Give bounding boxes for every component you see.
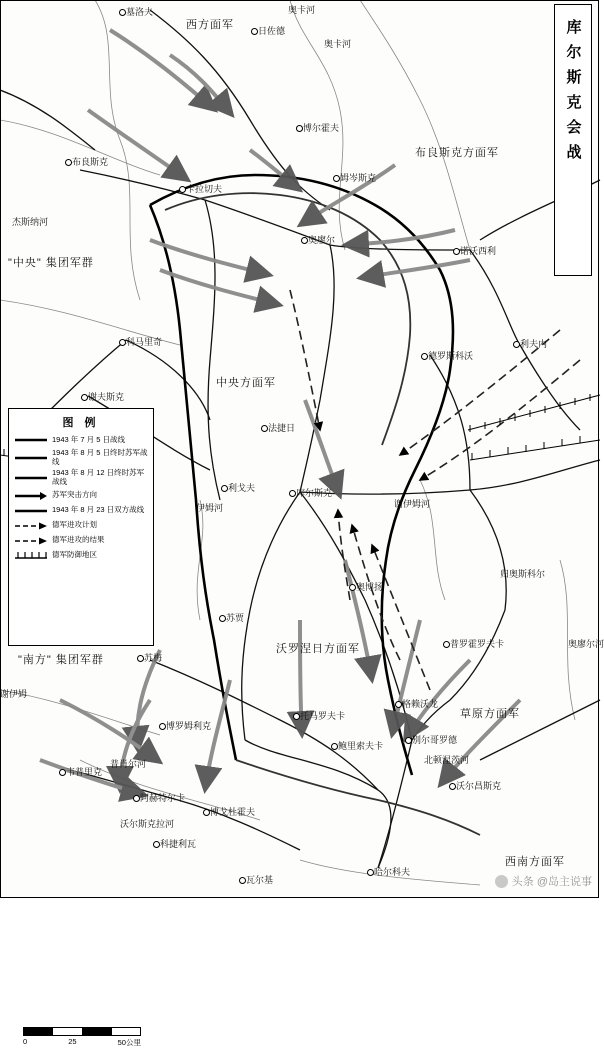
legend-symbol-solid-line xyxy=(14,505,48,517)
scale-tick: 0 xyxy=(23,1037,28,1046)
city-marker-dot xyxy=(59,769,66,776)
city-label: 韦普里克 xyxy=(66,767,103,777)
scale-bar xyxy=(23,1027,141,1048)
city-marker-dot xyxy=(119,9,126,16)
city-label: 谢夫斯克 xyxy=(88,392,125,402)
legend-label: 德军进攻的结果 xyxy=(52,535,105,545)
city-label: 布良斯克 xyxy=(72,157,109,167)
legend-label: 苏军突击方向 xyxy=(52,490,97,500)
city-label: 奥廖尔 xyxy=(308,235,336,245)
city-label: 利夫内 xyxy=(520,339,548,349)
map-title: 库尔斯克会战 xyxy=(564,19,582,169)
legend-heading: 图 例 xyxy=(62,417,100,429)
river-label: 沃尔斯克拉河 xyxy=(120,819,175,829)
city-marker-dot xyxy=(261,425,268,432)
river-label: 伊姆河 xyxy=(196,503,224,513)
city-marker-dot xyxy=(153,841,160,848)
city-label: 阿赫特尔卡 xyxy=(140,793,186,803)
city-marker-dot xyxy=(119,339,126,346)
river-label: 北顿涅茨河 xyxy=(424,755,470,765)
legend-label: 1943 年 8 月 23 日双方战线 xyxy=(52,505,145,515)
legend-symbol-solid-line xyxy=(14,452,48,464)
river-label: 奥卡河 xyxy=(288,5,316,15)
legend-item xyxy=(9,490,153,502)
river-label: 谢伊姆 xyxy=(0,689,28,699)
city-label: 科捷利瓦 xyxy=(160,839,197,849)
city-marker-dot xyxy=(203,809,210,816)
city-marker-dot xyxy=(81,394,88,401)
city-marker-dot xyxy=(449,783,456,790)
city-label: 格赖沃龙 xyxy=(402,699,439,709)
scale-tick: 25 xyxy=(68,1037,77,1046)
front-label: 草原方面军 xyxy=(460,708,520,720)
scale-ticks xyxy=(23,1037,141,1048)
watermark-text: 头条 @岛主说事 xyxy=(511,876,592,888)
watermark-icon xyxy=(495,875,508,888)
city-marker-dot xyxy=(367,869,374,876)
city-marker-dot xyxy=(395,701,402,708)
legend-label: 德军防御地区 xyxy=(52,550,97,560)
river-label: 普肖尔河 xyxy=(110,759,147,769)
legend-label: 1943 年 8 月 5 日终时苏军战线 xyxy=(52,448,148,466)
city-marker-dot xyxy=(349,584,356,591)
legend-item xyxy=(9,520,153,532)
city-label: 哈尔科夫 xyxy=(374,867,411,877)
city-marker-dot xyxy=(421,353,428,360)
legend-symbol-dashed-arrow xyxy=(14,520,48,532)
front-label: 西南方面军 xyxy=(505,856,565,868)
city-label: 科马里奇 xyxy=(126,337,163,347)
city-label: 托马罗夫卡 xyxy=(300,711,346,721)
city-label: 利戈夫 xyxy=(228,483,256,493)
city-marker-dot xyxy=(333,175,340,182)
legend-item xyxy=(9,550,153,562)
legend-label: 1943 年 8 月 12 日终时苏军战线 xyxy=(52,468,145,486)
river-label: 杰斯纳河 xyxy=(12,217,49,227)
city-label: 博尔霍夫 xyxy=(303,123,340,133)
front-label: "南方" 集团军群 xyxy=(18,654,104,666)
watermark xyxy=(495,873,592,889)
legend-symbol-dashed-arrow xyxy=(14,535,48,547)
scale-bar-segments xyxy=(23,1027,141,1036)
city-marker-dot xyxy=(239,877,246,884)
city-label: 库尔斯克 xyxy=(296,488,333,498)
city-marker-dot xyxy=(219,615,226,622)
city-label: 姆岑斯克 xyxy=(340,173,377,183)
city-label: 鲍里索夫卡 xyxy=(338,741,384,751)
city-label: 诺沃西利 xyxy=(460,246,497,256)
legend-symbol-hatched-line xyxy=(14,550,48,562)
city-label: 法捷日 xyxy=(268,423,296,433)
legend-item xyxy=(9,449,153,466)
river-label: 谢伊姆河 xyxy=(394,499,431,509)
city-label: 普罗霍罗夫卡 xyxy=(450,639,505,649)
city-marker-dot xyxy=(221,485,228,492)
city-marker-dot xyxy=(331,743,338,750)
city-label: 苏贾 xyxy=(226,613,245,623)
city-marker-dot xyxy=(289,490,296,497)
river-label: 奥廖尔河 xyxy=(568,639,604,649)
city-label: 日佐德 xyxy=(258,26,286,36)
city-label: 奥博扬 xyxy=(356,582,384,592)
city-marker-dot xyxy=(405,737,412,744)
legend-symbol-solid-line xyxy=(14,434,48,446)
city-marker-dot xyxy=(65,159,72,166)
front-label: 中央方面军 xyxy=(216,377,276,389)
city-label: 别尔哥罗德 xyxy=(412,735,458,745)
city-marker-dot xyxy=(133,795,140,802)
city-marker-dot xyxy=(137,655,144,662)
city-marker-dot xyxy=(293,713,300,720)
legend-item xyxy=(9,505,153,517)
city-label: 苏梅 xyxy=(144,653,163,663)
city-marker-dot xyxy=(443,641,450,648)
city-marker-dot xyxy=(296,125,303,132)
front-label: 布良斯克方面军 xyxy=(415,147,499,159)
city-label: 瓦尔基 xyxy=(246,875,274,885)
legend-symbol-solid-line xyxy=(14,472,48,484)
city-label: 博戈杜霍夫 xyxy=(210,807,256,817)
city-label: 沃尔昌斯克 xyxy=(456,781,502,791)
map-title-box xyxy=(554,4,592,276)
city-marker-dot xyxy=(301,237,308,244)
city-marker-dot xyxy=(251,28,258,35)
city-label: 德罗斯科沃 xyxy=(428,351,474,361)
legend-label: 1943 年 7 月 5 日战线 xyxy=(52,434,125,444)
city-marker-dot xyxy=(453,248,460,255)
legend-label: 德军进攻计划 xyxy=(52,520,97,530)
city-label: 卡拉切夫 xyxy=(186,184,223,194)
front-label: 西方面军 xyxy=(186,19,234,31)
front-label: "中央" 集团军群 xyxy=(8,257,94,269)
legend-symbol-arrow xyxy=(14,490,48,502)
river-label: 归奥斯科尔 xyxy=(500,569,546,579)
city-marker-dot xyxy=(179,186,186,193)
river-label: 奥卡河 xyxy=(324,39,352,49)
legend-item xyxy=(9,535,153,547)
city-label: 博罗姆利克 xyxy=(166,721,212,731)
front-label: 沃罗涅日方面军 xyxy=(276,643,360,655)
city-marker-dot xyxy=(159,723,166,730)
city-marker-dot xyxy=(513,341,520,348)
city-label: 墓洛夫 xyxy=(126,7,154,17)
legend-item xyxy=(9,469,153,486)
scale-tick: 50公里 xyxy=(117,1038,141,1047)
legend-item xyxy=(9,434,153,446)
